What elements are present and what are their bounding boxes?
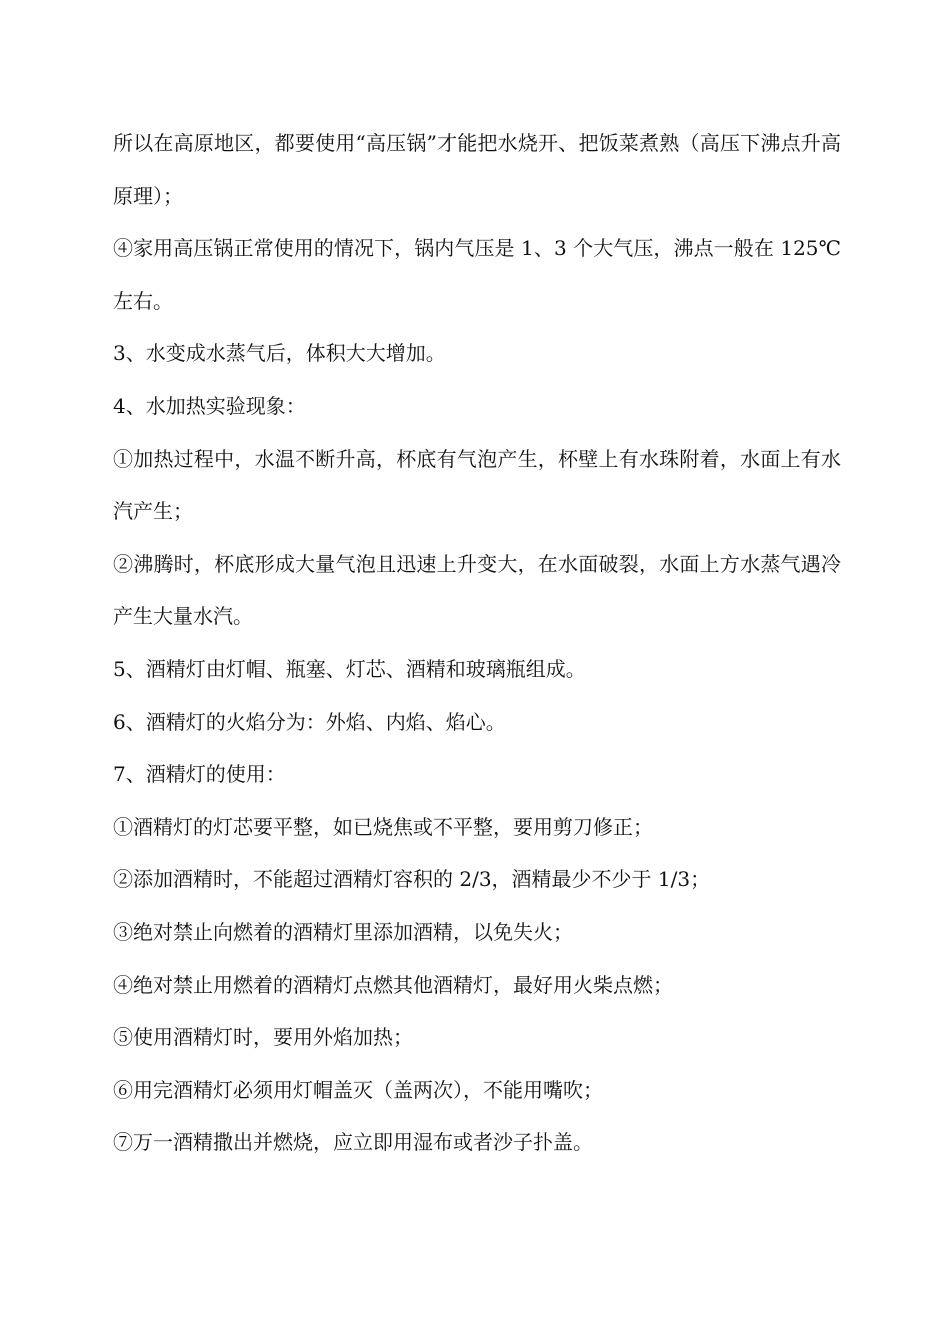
- paragraph-rule-7: ⑦万一酒精撒出并燃烧，应立即用湿布或者沙子扑盖。: [113, 1130, 593, 1155]
- paragraph-rule-1: ①酒精灯的灯芯要平整，如已烧焦或不平整，要用剪刀修正；: [113, 814, 653, 839]
- paragraph-rule-2: ②添加酒精时，不能超过酒精灯容积的 2/3，酒精最少不少于 1/3；: [113, 867, 711, 892]
- paragraph-item-5-lamp-parts: 5、酒精灯由灯帽、瓶塞、灯芯、酒精和玻璃瓶组成。: [113, 656, 586, 681]
- paragraph-rule-3: ③绝对禁止向燃着的酒精灯里添加酒精，以免失火；: [113, 919, 573, 944]
- paragraph-item-7-heading: 7、酒精灯的使用：: [113, 762, 286, 787]
- paragraph-high-altitude-pressure-cooker: 所以在高原地区，都要使用“高压锅”才能把水烧开、把饭菜煮熟（高压下沸点升高原理）；: [113, 131, 841, 208]
- paragraph-pressure-cooker-boiling-point: ④家用高压锅正常使用的情况下，锅内气压是 1、3 个大气压，沸点一般在 125℃左右。: [113, 236, 841, 313]
- paragraph-item-3-steam-volume: 3、水变成水蒸气后，体积大大增加。: [113, 341, 446, 366]
- document-body: [113, 117, 841, 1169]
- paragraph-item-6-flame-parts: 6、酒精灯的火焰分为：外焰、内焰、焰心。: [113, 709, 506, 734]
- paragraph-rule-5: ⑤使用酒精灯时，要用外焰加热；: [113, 1025, 413, 1050]
- paragraph-rule-4: ④绝对禁止用燃着的酒精灯点燃其他酒精灯，最好用火柴点燃；: [113, 972, 673, 997]
- paragraph-boiling: ②沸腾时，杯底形成大量气泡且迅速上升变大，在水面破裂，水面上方水蒸气遇冷产生大量水汽。: [113, 551, 841, 629]
- paragraph-rule-6: ⑥用完酒精灯必须用灯帽盖灭（盖两次），不能用嘴吹；: [113, 1077, 603, 1102]
- paragraph-heating-process: ①加热过程中，水温不断升高，杯底有气泡产生，杯壁上有水珠附着，水面上有水汽产生；: [113, 446, 841, 524]
- paragraph-item-4-heading: 4、水加热实验现象：: [113, 393, 306, 418]
